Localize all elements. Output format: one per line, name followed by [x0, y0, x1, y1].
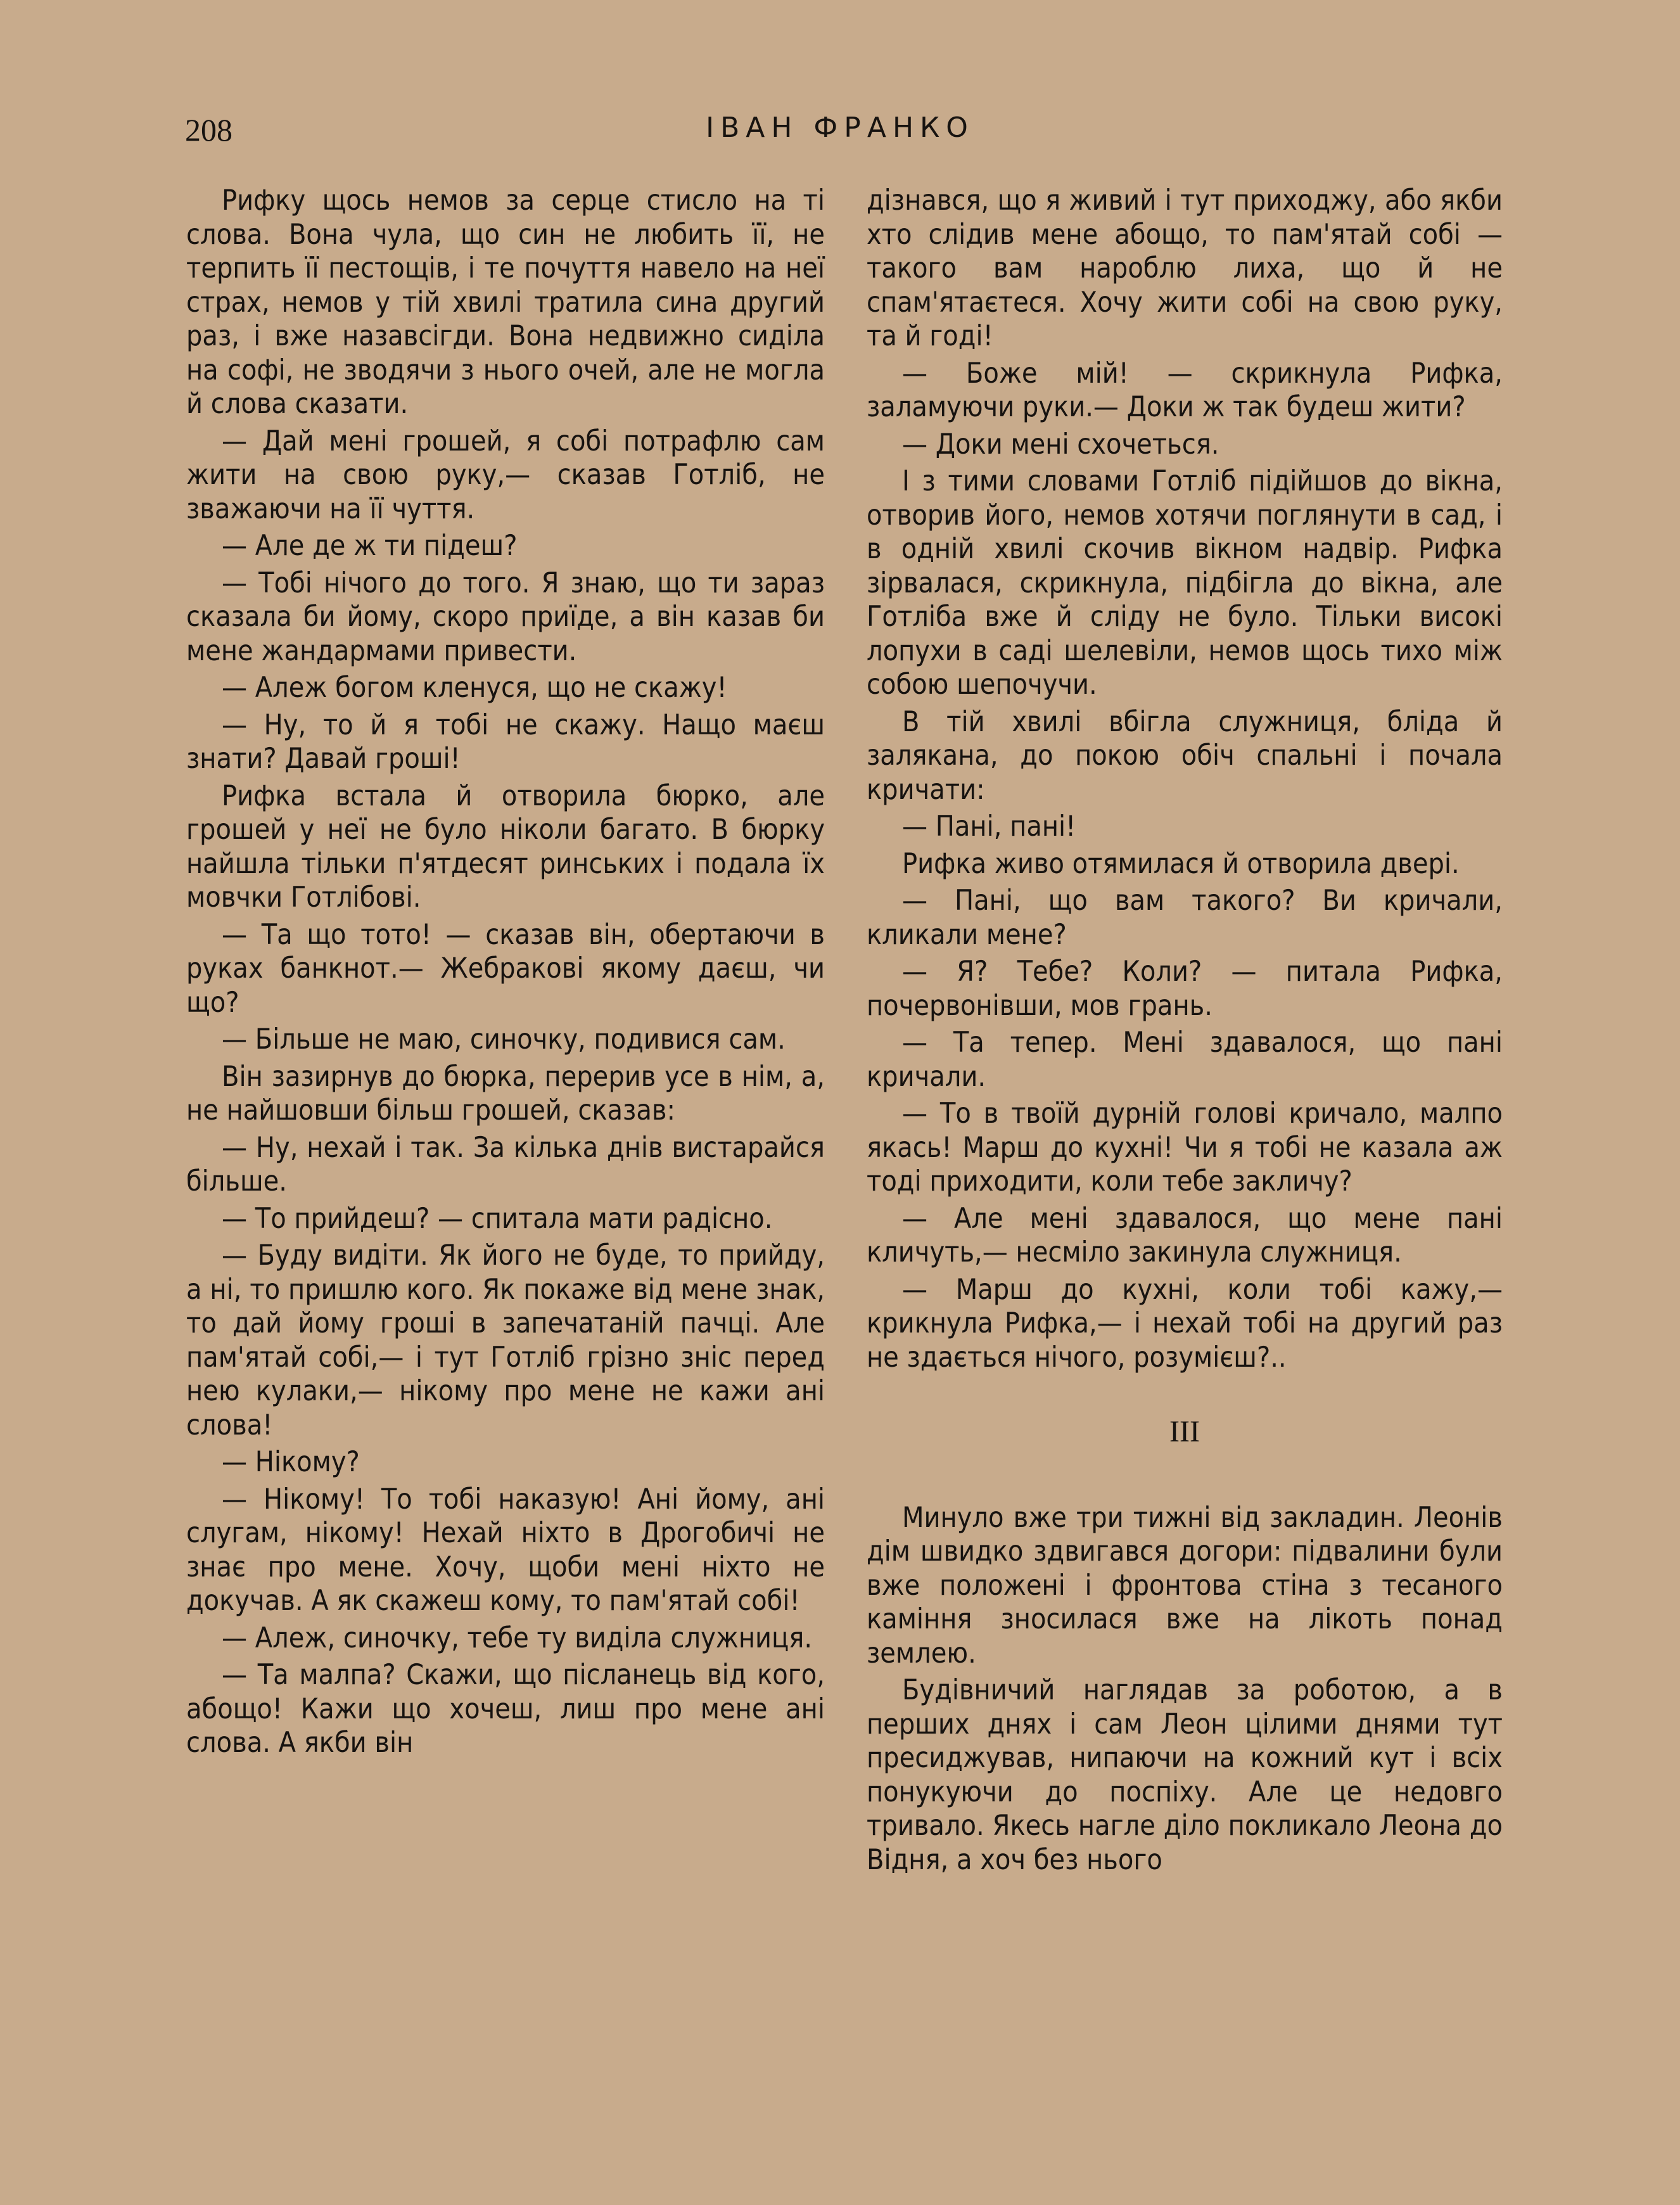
- paragraph: — То прийдеш? — спитала мати радісно.: [222, 1202, 773, 1235]
- right-column: [867, 184, 1503, 1880]
- paragraph: — Та що тото! — сказав він, обертаючи в руках банкнот.— Жебракові якому даєш, чи що?: [186, 918, 825, 1019]
- paragraph: — Ну, нехай і так. За кілька днів вистарайся більше.: [186, 1131, 825, 1198]
- paragraph: — Боже мій! — скрикнула Рифка, заламуючи руки.— Доки ж так будеш жити?: [867, 357, 1503, 423]
- paragraph: І з тими словами Готліб підійшов до вікна, отворив його, немов хотячи поглянути в сад, і в одній хвилі скочив вікном надвір. Рифка зірвалася, скрикнула, підбігла до вікна, але Готліба вже й сліду не було. Тільки високі лопухи в саді шелевіли, немов щось тихо між собою шепочучи.: [867, 465, 1503, 701]
- paragraph: — Тобі нічого до того. Я знаю, що ти зараз сказала би йому, скоро приїде, а він казав би мене жандармами привести.: [186, 566, 825, 667]
- paragraph: — Алеж, синочку, тебе ту виділа служниця.: [222, 1621, 813, 1654]
- left-column: [186, 184, 825, 1763]
- running-title: ІВАН ФРАНКО: [706, 112, 974, 144]
- page-number: 208: [185, 112, 232, 148]
- paragraph: — Пані, пані!: [902, 810, 1076, 843]
- paragraph: Минуло вже три тижні від закладин. Леонів дім швидко здвигався догори: підвалини були вже положені і фронтова стіна з тесаного каміння зносилася вже на лікоть понад землею.: [867, 1501, 1503, 1670]
- paragraph: — Та малпа? Скажи, що післанець від кого, абощо! Кажи що хочеш, лиш про мене ані слова. А якби він: [186, 1659, 825, 1759]
- paragraph: — То в твоїй дурній голові кричало, малпо якась! Марш до кухні! Чи я тобі не казала аж тоді приходити, коли тебе закличу?: [867, 1097, 1503, 1198]
- paragraph: — Але мені здавалося, що мене пані кличуть,— несміло закинула служниця.: [867, 1202, 1503, 1269]
- section-heading: III: [1169, 1415, 1200, 1448]
- paragraph: — Нікому! То тобі наказую! Ані йому, ані слугам, нікому! Нехай ніхто в Дрогобичі не знає про мене. Хочу, щоби мені ніхто не докучав. А як скажеш кому, то пам'ятай собі!: [186, 1483, 825, 1617]
- paragraph: — Дай мені грошей, я собі потрафлю сам жити на свою руку,— сказав Готліб, не зважаючи на її чуття.: [186, 425, 825, 525]
- paragraph: Рифку щось немов за серце стисло на ті слова. Вона чула, що син не любить її, не терпить її пестощів, і те почуття навело на неї страх, немов у тій хвилі тратила сина другий раз, і вже назавсігди. Вона недвижно сиділа на софі, не зводячи з нього очей, але не могла й слова сказати.: [186, 184, 825, 420]
- paragraph: Рифка живо отямилася й отворила двері.: [902, 847, 1460, 880]
- paragraph: В тій хвилі вбігла служниця, бліда й залякана, до покою обіч спальні і почала кричати:: [867, 705, 1503, 806]
- paragraph: — Та тепер. Мені здавалося, що пані кричали.: [867, 1026, 1503, 1093]
- paragraph: — Алеж богом кленуся, що не скажу!: [222, 672, 727, 704]
- paragraph: — Я? Тебе? Коли? — питала Рифка, почервонівши, мов грань.: [867, 955, 1503, 1022]
- paragraph: Він зазирнув до бюрка, перерив усе в нім, а, не найшовши більш грошей, сказав:: [186, 1060, 825, 1127]
- paragraph: — Буду видіти. Як його не буде, то прийду, а ні, то пришлю кого. Як покаже від мене знак, то дай йому гроші в запечатаній пачці. Але пам'ятай собі,— і тут Готліб грізно зніс перед нею кулаки,— нікому про мене не кажи ані слова!: [186, 1239, 825, 1441]
- paragraph: — Ну, то й я тобі не скажу. Нащо маєш знати? Давай гроші!: [186, 708, 825, 775]
- paragraph: — Марш до кухні, коли тобі кажу,— крикнула Рифка,— і нехай тобі на другий раз не здається нічого, розумієш?..: [867, 1273, 1503, 1374]
- paragraph: — Нікому?: [222, 1446, 360, 1478]
- paragraph-continued: дізнався, що я живий і тут приходжу, або якби хто слідив мене абощо, то пам'ятай собі — такого вам нароблю лиха, що й не спам'ятаєтеся. Хочу жити собі на свою руку, та й годі!: [867, 184, 1503, 352]
- paragraph: Рифка встала й отворила бюрко, але грошей у неї не було ніколи багато. В бюрку найшла тільки п'ятдесят ринських і подала їх мовчки Готлібові.: [186, 779, 825, 914]
- paragraph: Будівничий наглядав за роботою, а в перших днях і сам Леон цілими днями тут пресиджував, нипаючи на кожний кут і всіх понукуючи до поспіху. Але це недовго тривало. Якесь нагле діло покликало Леона до Відня, а хоч без нього: [867, 1674, 1503, 1876]
- paragraph: — Пані, що вам такого? Ви кричали, кликали мене?: [867, 885, 1503, 951]
- paragraph: — Доки мені схочеться.: [902, 428, 1219, 461]
- paragraph: — Але де ж ти підеш?: [222, 530, 518, 562]
- paragraph: — Більше не маю, синочку, подивися сам.: [222, 1023, 786, 1056]
